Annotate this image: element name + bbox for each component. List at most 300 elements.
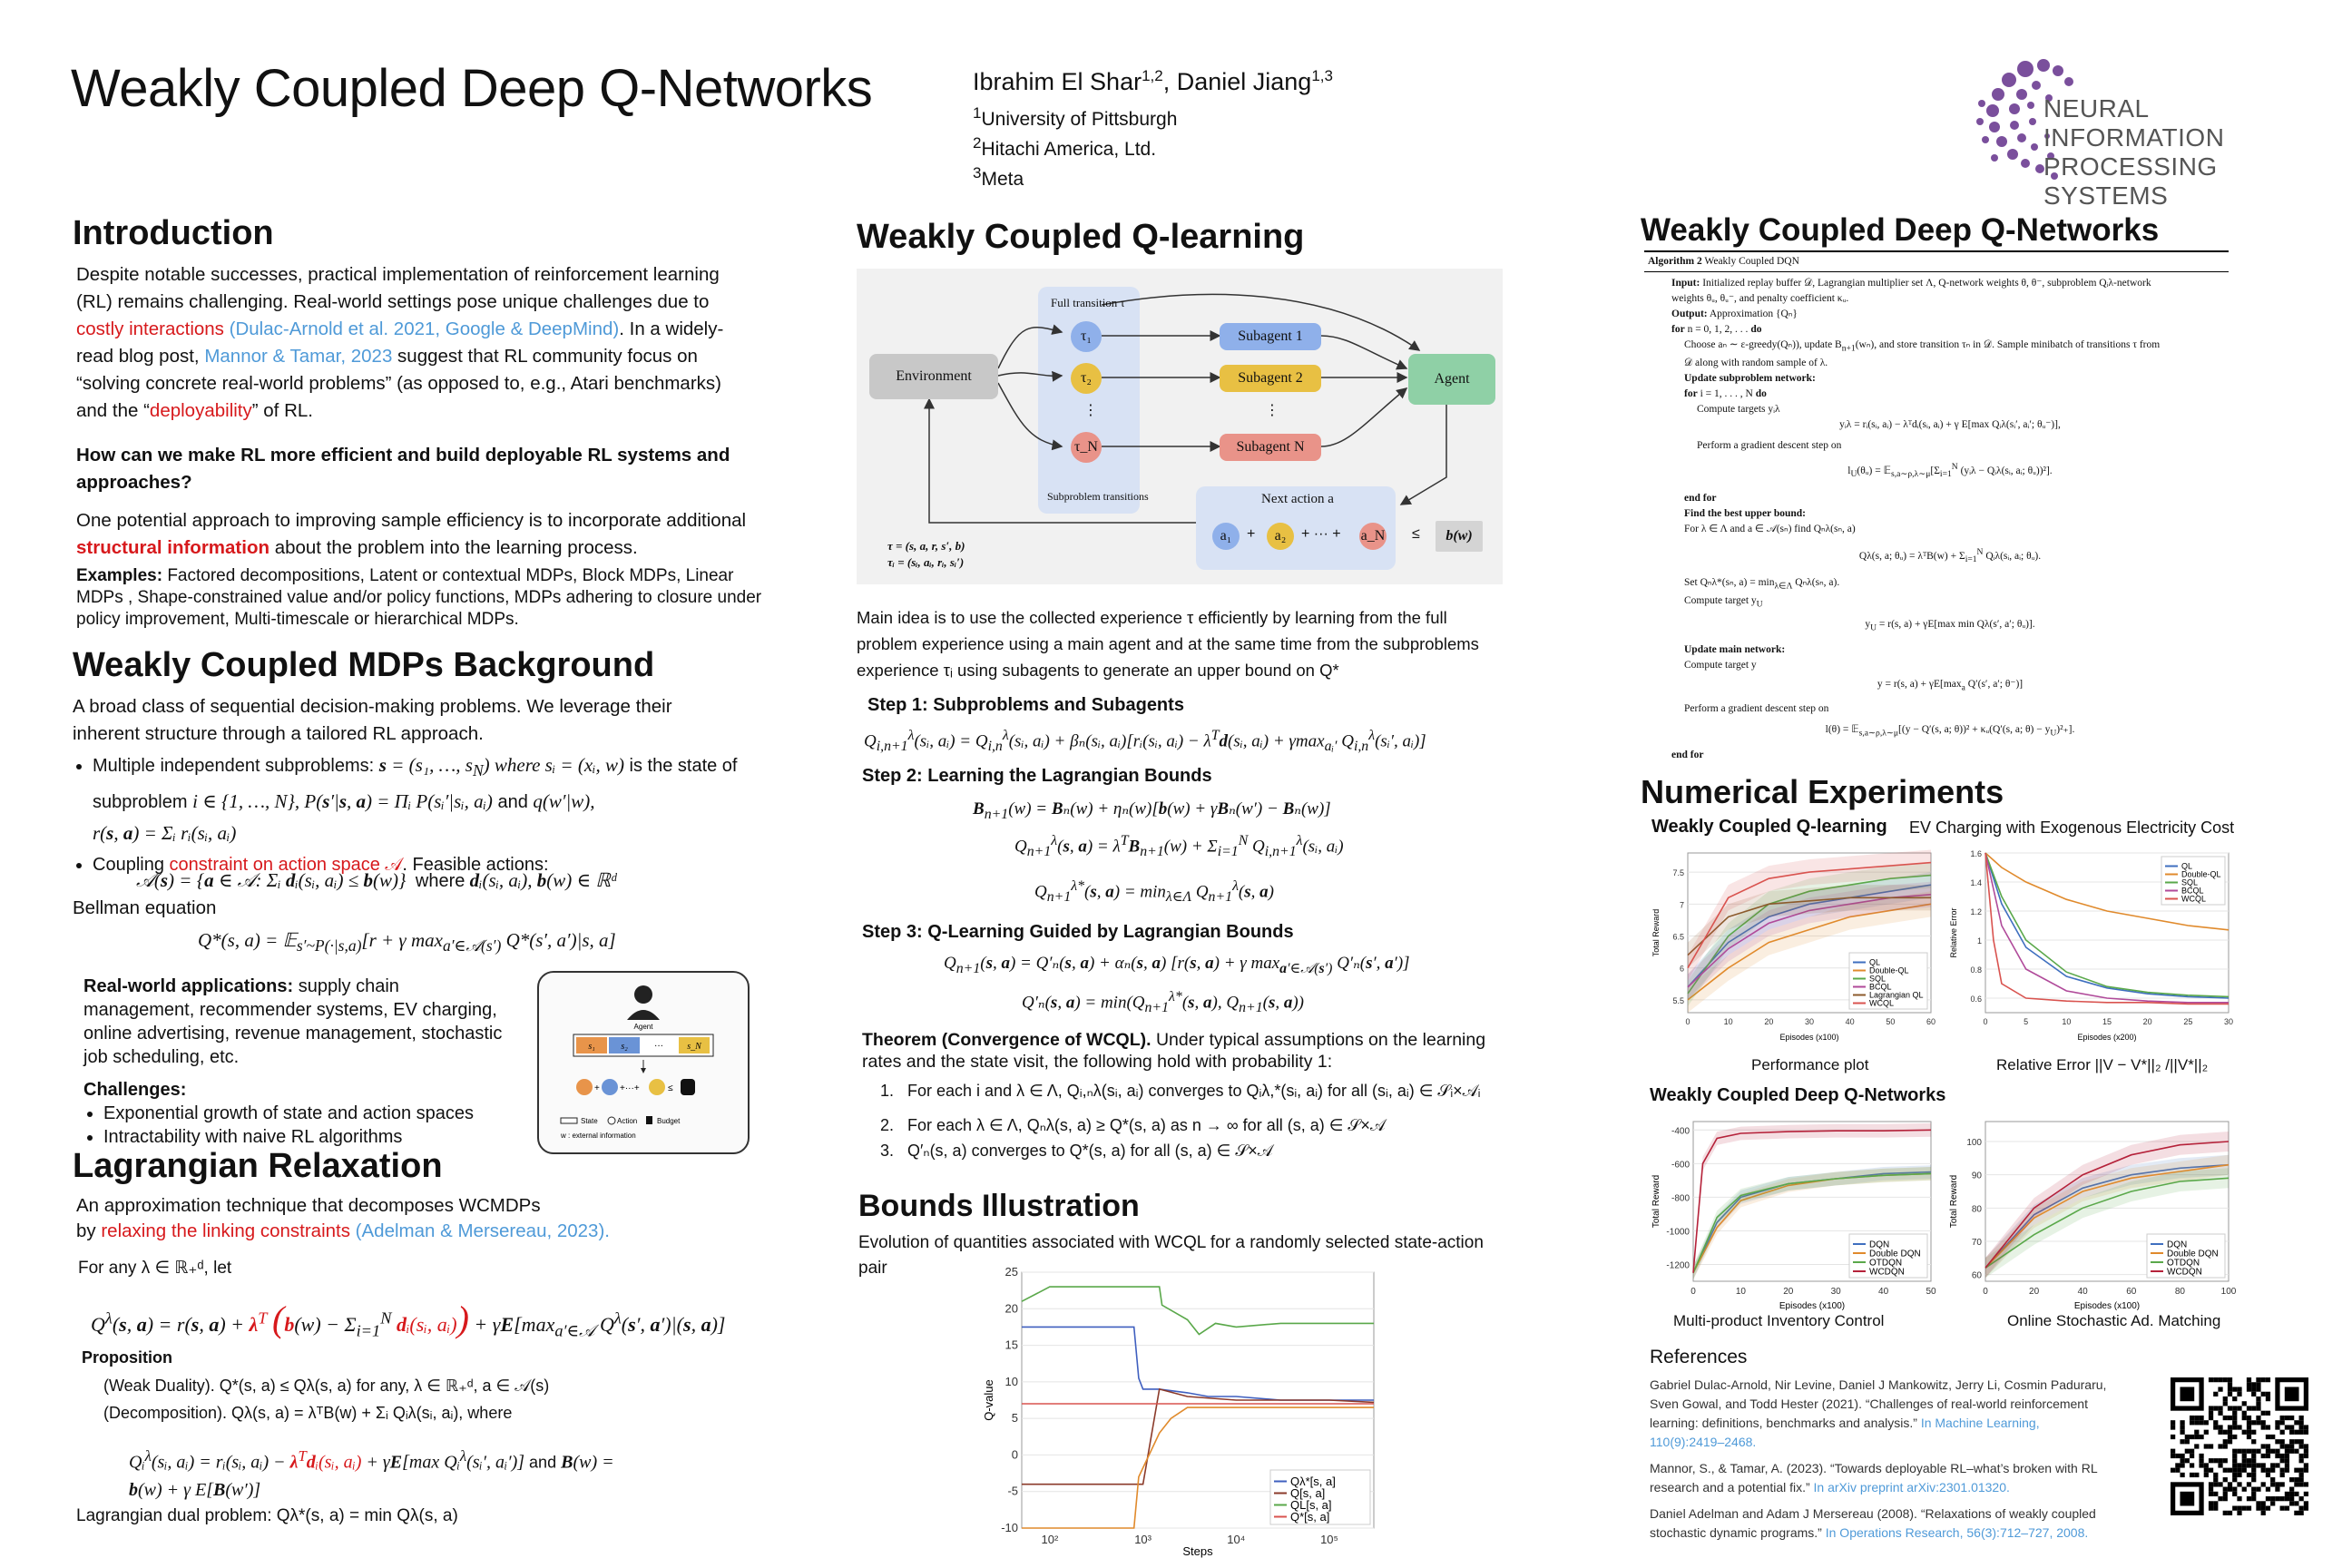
qr-module	[2275, 1496, 2279, 1501]
x-tick-label: 100	[2220, 1287, 2236, 1297]
qr-finder	[2285, 1387, 2299, 1401]
x-tick-label: 10²	[1041, 1533, 1059, 1546]
svg-text:State: State	[581, 1117, 598, 1125]
qr-module	[2275, 1487, 2279, 1492]
affiliations: $^1$University of Pittsburgh $^2$Hitachi America, Ltd. $^3$Meta	[973, 104, 1178, 190]
legend-label: Double DQN	[1869, 1249, 1921, 1259]
qr-module	[2213, 1477, 2218, 1482]
qr-module	[2232, 1473, 2237, 1477]
x-tick-label: 0	[1983, 1287, 1988, 1297]
logo-line2: PROCESSING SYSTEMS	[2043, 152, 2218, 210]
y-axis-label: Total Reward	[1651, 908, 1661, 957]
qr-module	[2237, 1506, 2241, 1511]
qr-module	[2199, 1435, 2203, 1439]
qr-module	[2261, 1463, 2266, 1467]
qr-module	[2247, 1406, 2251, 1410]
svg-text:Action: Action	[617, 1117, 638, 1125]
challenges-label: Challenges:	[83, 1080, 187, 1100]
qr-module	[2242, 1506, 2247, 1511]
proposition-label: Proposition	[82, 1348, 172, 1367]
x-tick-label: 40	[1845, 1017, 1855, 1026]
qr-module	[2213, 1473, 2218, 1477]
y-tick-label: -1000	[1666, 1227, 1690, 1238]
neurips-logo	[1967, 49, 2312, 210]
tau-def: τ = (s, a, r, s′, b)	[887, 539, 965, 553]
qr-module	[2213, 1501, 2218, 1505]
qr-module	[2280, 1458, 2285, 1463]
step-2-eq-2: $Q_{n+1}^\lambda(s$, $a) = \lambda^TB_{n+1}(w) + \Sigma_{i=1}^N$ $Q_{i,n+1}^\lambda(sᵢ$, aᵢ)	[1014, 833, 1344, 860]
algo-header: Algorithm 2 Weakly Coupled DQN	[1644, 252, 2229, 272]
legend-label: Lagrangian QL	[1869, 990, 1924, 1000]
qr-module	[2251, 1392, 2256, 1396]
qr-module	[2223, 1458, 2228, 1463]
qr-module	[2251, 1477, 2256, 1482]
experiments-sub2: Weakly Coupled Deep Q-Networks	[1650, 1085, 1946, 1105]
qr-module	[2237, 1425, 2241, 1429]
qr-module	[2251, 1449, 2256, 1454]
tau-2-node: τ₂	[1071, 363, 1102, 394]
agent-node: Agent	[1408, 354, 1495, 405]
legend-label: SQL	[2181, 877, 2199, 887]
qr-module	[2209, 1458, 2213, 1463]
qr-module	[2199, 1416, 2203, 1420]
y-tick-label: 1.6	[1970, 849, 1982, 858]
x-tick-label: 10	[1735, 1287, 1746, 1297]
qr-module	[2199, 1458, 2203, 1463]
y-tick-label: 7	[1679, 900, 1684, 910]
qr-module	[2232, 1454, 2237, 1458]
x-tick-label: 40	[2077, 1287, 2088, 1297]
qr-module	[2247, 1382, 2251, 1387]
qr-module	[2247, 1430, 2251, 1435]
qr-module	[2237, 1496, 2241, 1501]
qr-module	[2223, 1439, 2228, 1444]
qr-module	[2251, 1382, 2256, 1387]
qr-module	[2304, 1468, 2308, 1473]
qr-module	[2261, 1392, 2266, 1396]
bounds-chart	[982, 1263, 1381, 1559]
wcql-relative-error-chart	[1945, 844, 2236, 1044]
step-1-label: Step 1: Subproblems and Subagents	[867, 695, 1184, 715]
qr-module	[2209, 1482, 2213, 1486]
qr-module	[2256, 1506, 2260, 1511]
qr-module	[2190, 1420, 2194, 1425]
qr-module	[2232, 1477, 2237, 1482]
author-2: , Daniel Jiang	[1162, 68, 1312, 95]
qr-module	[2242, 1454, 2247, 1458]
qr-module	[2280, 1439, 2285, 1444]
x-tick-label: 30	[2223, 1017, 2234, 1026]
qr-module	[2304, 1482, 2308, 1486]
theorem-item-3: 3. Q′ₙ(s, a) converges to Q*(s, a) for all (s, a) ∈ 𝒮×𝒜	[880, 1142, 1273, 1160]
qr-module	[2175, 1454, 2180, 1458]
bellman-eq: Q*(s, a) = 𝔼$_{s'\sim P(\cdot|s,a)}$[r + γ $\max_{a'\in 𝒜(s')} Q*(s'$, a′)|s, a]	[198, 929, 616, 956]
qr-module	[2175, 1463, 2180, 1467]
qr-module	[2228, 1377, 2232, 1382]
qr-module	[2185, 1458, 2190, 1463]
qr-module	[2256, 1420, 2260, 1425]
wcql-title: Weakly Coupled Q-learning	[857, 218, 1305, 256]
wcql-performance-chart	[1648, 844, 1938, 1044]
challenge-item: • Intractability with naive RL algorithms	[103, 1125, 474, 1149]
y-tick-label: 10	[1004, 1374, 1018, 1388]
qr-module	[2289, 1449, 2294, 1454]
x-tick-label: 60	[2126, 1287, 2137, 1297]
real-world-apps: Real-world applications: supply chain management, recommender systems, EV charging, online advertising, revenue management, stochastic job scheduling, etc.	[83, 976, 503, 1067]
y-tick-label: 80	[1971, 1204, 1982, 1215]
qr-module	[2270, 1482, 2275, 1486]
qr-module	[2209, 1492, 2213, 1496]
y-tick-label: -5	[1007, 1484, 1018, 1498]
x-tick-label: 10	[1723, 1017, 1733, 1026]
qr-module	[2266, 1425, 2270, 1429]
bounds-title: Bounds Illustration	[858, 1189, 1140, 1223]
qr-module	[2299, 1430, 2304, 1435]
qr-module	[2180, 1439, 2184, 1444]
subagent-2-node: Subagent 2	[1220, 365, 1321, 392]
qr-module	[2213, 1392, 2218, 1396]
qr-module	[2242, 1463, 2247, 1467]
y-axis-label: Total Reward	[1651, 1174, 1661, 1229]
qr-module	[2285, 1449, 2289, 1454]
qr-module	[2247, 1387, 2251, 1391]
qr-module	[2247, 1416, 2251, 1420]
subagent-ellipsis: ⋮	[1265, 403, 1279, 418]
qr-module	[2223, 1487, 2228, 1492]
budget-icon	[681, 1079, 695, 1095]
qr-module	[2185, 1435, 2190, 1439]
qr-module	[2204, 1420, 2209, 1425]
qr-module	[2242, 1458, 2247, 1463]
qr-module	[2209, 1487, 2213, 1492]
qr-module	[2247, 1435, 2251, 1439]
qr-module	[2175, 1468, 2180, 1473]
y-tick-label: 1.4	[1970, 878, 1982, 887]
experiments-sub1-desc: EV Charging with Exogenous Electricity Cost	[1909, 818, 2235, 837]
qr-module	[2232, 1449, 2237, 1454]
subagent-n-node: Subagent N	[1220, 434, 1321, 461]
y-tick-label: -1200	[1666, 1260, 1690, 1271]
svg-text:≤: ≤	[668, 1083, 673, 1093]
qr-module	[2294, 1477, 2298, 1482]
qr-module	[2251, 1439, 2256, 1444]
qr-module	[2261, 1506, 2266, 1511]
qr-module	[2209, 1501, 2213, 1505]
qr-module	[2228, 1430, 2232, 1435]
qr-module	[2289, 1430, 2294, 1435]
y-tick-label: -400	[1671, 1126, 1690, 1137]
qr-module	[2237, 1463, 2241, 1467]
x-tick-label: 60	[1926, 1017, 1936, 1026]
lagrange-title: Lagrangian Relaxation	[73, 1147, 443, 1185]
legend-label: Double-QL	[1869, 965, 1909, 975]
experiments-sub1: Weakly Coupled Q-learning	[1651, 817, 1887, 837]
qr-module	[2218, 1444, 2222, 1448]
legend-label: QL	[1869, 957, 1881, 967]
qr-module	[2261, 1468, 2266, 1473]
x-tick-label: 0	[1983, 1017, 1988, 1026]
qr-module	[2299, 1506, 2304, 1511]
legend-label: Q[s, a]	[1290, 1485, 1326, 1500]
proposition-body	[103, 1372, 549, 1426]
qr-module	[2180, 1454, 2184, 1458]
qr-module	[2232, 1487, 2237, 1492]
qr-finder	[2180, 1492, 2194, 1506]
qr-module	[2304, 1501, 2308, 1505]
qr-module	[2299, 1439, 2304, 1444]
step-2-eq-3: $Q_{n+1}^{\lambda*}(s$, $a) = \min_{\lambda\in\Lambda} Q_{n+1}^\lambda(s$, a)	[1034, 878, 1274, 906]
caption-ad-matching: Online Stochastic Ad. Matching	[2007, 1312, 2221, 1329]
y-tick-label: 5.5	[1672, 995, 1684, 1005]
wcmdp-figure	[537, 971, 750, 1154]
qr-module	[2209, 1468, 2213, 1473]
lagrange-eq: $Q^\lambda(s$, a) = r(s, $a) + \lambda^T$ ($b(w) - \Sigma_{i=1}^N$ dᵢ(sᵢ, aᵢ)) + $\gamma E[\max_{a'\in 𝒜}$ $Q^\lambda(s'$, a′)|(s, a)]	[91, 1298, 726, 1340]
qr-module	[2289, 1439, 2294, 1444]
qr-module	[2261, 1420, 2266, 1425]
qr-module	[2299, 1477, 2304, 1482]
qr-module	[2223, 1468, 2228, 1473]
qr-module	[2171, 1454, 2175, 1458]
qr-module	[2242, 1468, 2247, 1473]
qr-module	[2261, 1411, 2266, 1416]
qr-module	[2285, 1444, 2289, 1448]
step-2-label: Step 2: Learning the Lagrangian Bounds	[862, 766, 1212, 786]
reference-item: Gabriel Dulac-Arnold, Nir Levine, Daniel J Mankowitz, Jerry Li, Cosmin Paduraru, Sven Gowal, and Todd Hester (2021). “Challenges of real-world reinforcement learning: definitions, benchmarks and analysis.” In Machine Learning, 110(9):2419–2468.	[1650, 1377, 2107, 1449]
qr-module	[2247, 1463, 2251, 1467]
x-axis-label: Steps	[1182, 1544, 1213, 1558]
legend-label: OTDQN	[2167, 1258, 2200, 1269]
poster-title: Weakly Coupled Deep Q-Networks	[71, 59, 873, 118]
bellman-label: Bellman equation	[73, 897, 217, 918]
qr-module	[2223, 1396, 2228, 1401]
qr-module	[2223, 1477, 2228, 1482]
y-tick-label: 0.6	[1970, 995, 1982, 1004]
agent-icon	[627, 985, 660, 1020]
legend-label: Qλ*[s, a]	[1290, 1474, 1336, 1488]
step-1-eq: $Q_{i,n+1}^\lambda(sᵢ$, aᵢ) = $Q_{i,n}^\lambda(sᵢ$, aᵢ) + βₙ(sᵢ, aᵢ)[rᵢ(sᵢ, aᵢ) − $\lambda^Td(sᵢ$, aᵢ) + γmax$_{aᵢ'}$ $Q_{i,n}^\lambda(sᵢ'$, aᵢ)]	[864, 728, 1426, 755]
qr-module	[2299, 1496, 2304, 1501]
qr-module	[2266, 1468, 2270, 1473]
qr-module	[2180, 1420, 2184, 1425]
qr-module	[2228, 1487, 2232, 1492]
qr-module	[2232, 1458, 2237, 1463]
experiments-title: Numerical Experiments	[1641, 773, 2004, 810]
subproblem-eq: Qᵢ$^\lambda$(sᵢ, aᵢ) = rᵢ(sᵢ, aᵢ) − $\lambda^Tdᵢ(sᵢ$, aᵢ) + γE[max Qᵢ$^\lambda$(sᵢ′, aᵢ′)] and B(w) = b(w) + γ E[B(w′)]	[129, 1447, 614, 1500]
theorem-list	[880, 1078, 1515, 1163]
qr-module	[2261, 1377, 2266, 1382]
x-tick-label: 5	[2024, 1017, 2029, 1026]
qr-module	[2232, 1411, 2237, 1416]
intro-paragraph-2: One potential approach to improving sample efficiency is to incorporate additional structural information about the problem into the learning process.	[76, 510, 747, 558]
qr-module	[2190, 1416, 2194, 1420]
qr-module	[2232, 1463, 2237, 1467]
qr-module	[2285, 1454, 2289, 1458]
logo-line1: NEURAL INFORMATION	[2043, 94, 2225, 152]
qr-module	[2171, 1420, 2175, 1425]
qr-module	[2289, 1444, 2294, 1448]
y-tick-label: 20	[1004, 1301, 1018, 1316]
y-axis-label: Relative Error	[1949, 907, 1958, 958]
qr-module	[2247, 1420, 2251, 1425]
step-3-label: Step 3: Q-Learning Guided by Lagrangian Bounds	[862, 922, 1294, 942]
qr-module	[2270, 1449, 2275, 1454]
wcdqn-title: Weakly Coupled Deep Q-Networks	[1641, 212, 2160, 248]
full-transition-label: Full transition τ	[1051, 296, 1125, 309]
qr-module	[2228, 1392, 2232, 1396]
qr-module	[2218, 1406, 2222, 1410]
x-tick-label: 30	[1804, 1017, 1815, 1026]
legend-label: OTDQN	[1869, 1258, 1903, 1269]
qr-module	[2285, 1506, 2289, 1511]
qr-module	[2285, 1416, 2289, 1420]
qr-module	[2299, 1416, 2304, 1420]
qr-module	[2261, 1501, 2266, 1505]
qr-module	[2304, 1425, 2308, 1429]
qr-module	[2213, 1492, 2218, 1496]
qr-module	[2294, 1492, 2298, 1496]
x-axis-label: Episodes (x100)	[1779, 1301, 1846, 1311]
qr-module	[2213, 1482, 2218, 1486]
qr-module	[2266, 1396, 2270, 1401]
qr-module	[2242, 1416, 2247, 1420]
qr-module	[2304, 1492, 2308, 1496]
qr-module	[2194, 1473, 2199, 1477]
qr-module	[2294, 1439, 2298, 1444]
qr-module	[2247, 1473, 2251, 1477]
qr-module	[2266, 1435, 2270, 1439]
qr-module	[2275, 1454, 2279, 1458]
y-tick-label: 1	[1976, 936, 1982, 946]
x-tick-label: 20	[2142, 1017, 2152, 1026]
theorem: Theorem (Convergence of WCQL). Under typical assumptions on the learning rates and the state visit, the following hold with probability 1:	[862, 1030, 1486, 1072]
y-tick-label: 6.5	[1672, 932, 1684, 942]
qr-module	[2171, 1435, 2175, 1439]
qr-module	[2251, 1487, 2256, 1492]
references-title: References	[1650, 1347, 1748, 1367]
qr-module	[2289, 1477, 2294, 1482]
y-tick-label: 70	[1971, 1238, 1982, 1248]
qr-module	[2180, 1425, 2184, 1429]
feasible-actions-eq: 𝒜(s) = {a ∈ 𝒜: Σᵢ dᵢ(sᵢ, aᵢ) ≤ b(w)} where dᵢ(sᵢ, aᵢ), b(w) ∈ ℝᵈ	[136, 869, 617, 891]
y-tick-label: -600	[1671, 1160, 1690, 1171]
qr-module	[2294, 1430, 2298, 1435]
qr-module	[2204, 1473, 2209, 1477]
x-tick-label: 10³	[1134, 1533, 1152, 1546]
qr-module	[2251, 1387, 2256, 1391]
qr-module	[2209, 1444, 2213, 1448]
qr-module	[2218, 1387, 2222, 1391]
legend-label: WCDQN	[2167, 1267, 2202, 1278]
qr-module	[2266, 1496, 2270, 1501]
qr-module	[2232, 1425, 2237, 1429]
qr-module	[2270, 1477, 2275, 1482]
qr-module	[2213, 1406, 2218, 1410]
qr-module	[2266, 1444, 2270, 1448]
x-tick-label: 40	[1878, 1287, 1889, 1297]
qr-module	[2223, 1496, 2228, 1501]
qr-module	[2247, 1482, 2251, 1486]
qr-module	[2289, 1492, 2294, 1496]
qr-module	[2270, 1501, 2275, 1505]
step-3-eq-1: $Q_{n+1}(s$, a) = Q′ₙ(s, a) + αₙ(s, a) [r(s, a) + γ $\max_{a'\in 𝒜(s')} Q'_n(s'$, a′)]	[944, 954, 1410, 976]
qr-module	[2209, 1416, 2213, 1420]
qr-module	[2299, 1454, 2304, 1458]
qr-module	[2218, 1377, 2222, 1382]
intro-question: How can we make RL more efficient and build deployable RL systems and approaches?	[76, 445, 730, 493]
qr-module	[2294, 1511, 2298, 1515]
qr-module	[2270, 1496, 2275, 1501]
qr-module	[2266, 1449, 2270, 1454]
qr-module	[2223, 1416, 2228, 1420]
qr-module	[2289, 1487, 2294, 1492]
qr-module	[2247, 1449, 2251, 1454]
qr-module	[2204, 1463, 2209, 1467]
qr-module	[2251, 1406, 2256, 1410]
qr-module	[2299, 1482, 2304, 1486]
qr-module	[2270, 1463, 2275, 1467]
qr-module	[2275, 1463, 2279, 1467]
qr-module	[2294, 1482, 2298, 1486]
qr-code-icon[interactable]	[2171, 1377, 2308, 1515]
qr-module	[2261, 1454, 2266, 1458]
qr-module	[2171, 1468, 2175, 1473]
wcmdp-bullet-1: • Multiple independent subproblems: s = (s₁, …, $s_N$) where sᵢ = (xᵢ, w) is the state of subproblem i ∈ {1, …, N}, P(s′|s, a) = Πᵢ P(sᵢ′|sᵢ, aᵢ) and q(w′|w), r(s, a) = Σᵢ rᵢ(sᵢ, aᵢ)	[93, 750, 762, 849]
x-axis-label: Episodes (x200)	[2077, 1033, 2137, 1042]
svg-text:s₁: s₁	[588, 1042, 595, 1052]
qr-module	[2251, 1492, 2256, 1496]
qr-module	[2199, 1463, 2203, 1467]
qr-module	[2190, 1435, 2194, 1439]
qr-module	[2232, 1396, 2237, 1401]
decomposition: (Decomposition). Qλ(s, a) = λᵀB(w) + Σᵢ Qᵢλ(sᵢ, aᵢ), where	[103, 1404, 513, 1422]
intro-title: Introduction	[73, 214, 274, 252]
environment-node: Environment	[869, 354, 998, 399]
qr-module	[2294, 1468, 2298, 1473]
qr-module	[2261, 1444, 2266, 1448]
qr-module	[2304, 1506, 2308, 1511]
qr-module	[2280, 1416, 2285, 1420]
y-tick-label: 15	[1004, 1338, 1018, 1352]
qr-module	[2304, 1449, 2308, 1454]
qr-module	[2237, 1387, 2241, 1391]
step-2-eq-1: $B_{n+1}(w) = B_n(w) + \eta_n(w)[b(w) + \gamma B_n(w') - B_n(w)]$	[973, 799, 1331, 822]
qr-module	[2232, 1468, 2237, 1473]
qr-module	[2299, 1511, 2304, 1515]
qr-module	[2213, 1458, 2218, 1463]
x-tick-label: 80	[2174, 1287, 2185, 1297]
algorithm-box: Algorithm 2 Weakly Coupled DQN Input: Initialized replay buffer 𝒟, Lagrangian multiplier set Λ, Q-network weights θ, θ⁻, subproblem Qᵢλ-network weights θᵤ, θᵤ⁻, and penalty coefficient κᵤ. Output: Approximation {Qₙ} for n = 0, 1, 2, . . . do Choose aₙ ∼ ε-greedy(Qₙ)), update $B_{n+1}(w_n)$, and store transition τₙ in 𝒟. Sample minibatch of transitions τ from 𝒟 along with random sample of λ. Update subproblem network: for i = 1, . . . , N do Compute targets yᵢλ yᵢλ = rᵢ(sᵢ, aᵢ) − λᵀdᵢ(sᵢ, aᵢ) + γ E[max Qᵢλ(sᵢ′, aᵢ′; θᵤ⁻)], Perform a gradient descent step on $l_U(\theta ᵤ)$ = $𝔼_{s,a\sim\rho,\lambda\sim\mu}[\Sigma_{i=1}^N$ (yᵢλ − Qᵢλ(sᵢ, aᵢ; θᵤ))²]. end for Find the best upper bound: For λ ∈ Λ and a ∈ 𝒜(sₙ) find Qₙλ(sₙ, a) Qλ(s, a; θᵤ) = λᵀB(w) + $\Sigma_{i=1}^N$ Qᵢλ(sᵢ, aᵢ; θᵤ). Set Qₙλ*(sₙ, $a) = \min_{\lambda\in\Lambda} Q_n\lambda(s_n$, a). Compute target $y_U$ $y_U = r(s$, a) + γE[max min Qλ(s′, a′; θᵤ)]. Update main network: Compute target y y = r(s, $a) + \gamma E[\max_a$ Q′(s′, a′; θ⁻)] Perform a gradient descent step on l(θ) = 𝔼$_{s,a\sim\rho,\lambda\sim\mu}$[(y − Q′(s, a; θ))² + κᵤ(Q′(s, a; $\theta) - y_U)^2_+$]. end for	[1644, 250, 2229, 760]
qr-module	[2228, 1482, 2232, 1486]
qr-module	[2218, 1458, 2222, 1463]
qr-module	[2251, 1430, 2256, 1435]
qr-module	[2218, 1496, 2222, 1501]
y-tick-label: -800	[1671, 1193, 1690, 1204]
qr-module	[2213, 1420, 2218, 1425]
qr-module	[2275, 1449, 2279, 1454]
qr-module	[2180, 1458, 2184, 1463]
qr-module	[2280, 1506, 2285, 1511]
x-tick-label: 20	[1764, 1017, 1774, 1026]
action-n-node: a_N	[1359, 523, 1387, 550]
step-3-eq-2: Q′ₙ(s, $a) = \min(Q_{n+1}^{\lambda*}(s$, a), $Q_{n+1}(s$, a))	[1022, 989, 1305, 1016]
intro-examples: Examples: Factored decompositions, Latent or contextual MDPs, Block MDPs, Linear MDPs , Shape-constrained value and/or policy functions, MDPs adhering to closure under policy improvement, Multi-timescale or hierarchical MDPs.	[76, 566, 762, 629]
qr-module	[2304, 1454, 2308, 1458]
next-action-label: Next action a	[1261, 492, 1334, 506]
qr-module	[2190, 1473, 2194, 1477]
qr-module	[2280, 1482, 2285, 1486]
qr-module	[2185, 1449, 2190, 1454]
inventory-chart	[1648, 1112, 1938, 1312]
